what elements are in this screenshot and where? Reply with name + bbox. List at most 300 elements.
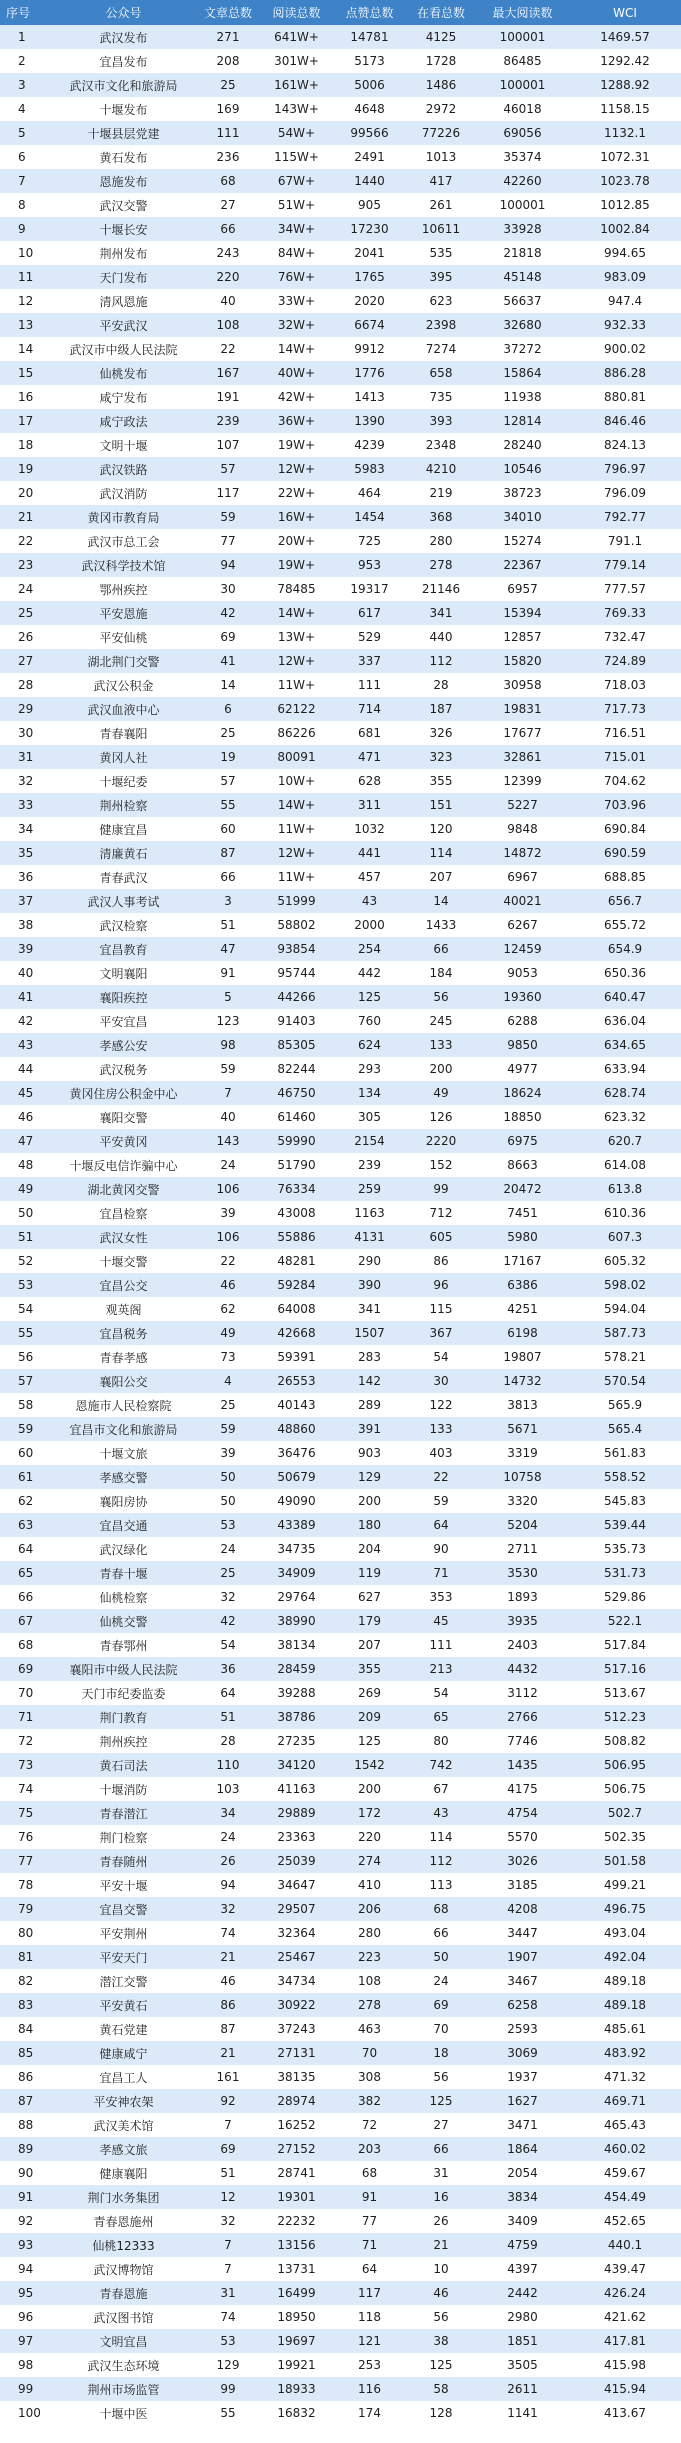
cell-reads: 36W+	[260, 409, 333, 433]
cell-likes: 206	[333, 1897, 406, 1921]
cell-account: 清风恩施	[51, 289, 196, 313]
cell-max-reads: 7746	[476, 1729, 569, 1753]
cell-wci: 846.46	[569, 409, 681, 433]
cell-index: 100	[0, 2401, 51, 2425]
cell-account: 荆州市场监管	[51, 2377, 196, 2401]
cell-reads: 46750	[260, 1081, 333, 1105]
cell-articles: 31	[196, 2281, 260, 2305]
cell-account: 平安黄冈	[51, 1129, 196, 1153]
cell-max-reads: 30958	[476, 673, 569, 697]
cell-likes: 4648	[333, 97, 406, 121]
cell-index: 71	[0, 1705, 51, 1729]
cell-max-reads: 34010	[476, 505, 569, 529]
cell-account: 鄂州疾控	[51, 577, 196, 601]
cell-account: 宜昌税务	[51, 1321, 196, 1345]
table-row	[0, 481, 681, 505]
cell-articles: 25	[196, 1561, 260, 1585]
cell-likes: 239	[333, 1153, 406, 1177]
cell-max-reads: 3319	[476, 1441, 569, 1465]
table-row	[0, 361, 681, 385]
cell-articles: 66	[196, 865, 260, 889]
cell-likes: 142	[333, 1369, 406, 1393]
cell-reads: 38135	[260, 2065, 333, 2089]
cell-max-reads: 5570	[476, 1825, 569, 1849]
cell-likes: 14781	[333, 25, 406, 49]
cell-watching: 96	[406, 1273, 476, 1297]
cell-likes: 4239	[333, 433, 406, 457]
cell-watching: 114	[406, 1825, 476, 1849]
table-row	[0, 913, 681, 937]
cell-account: 黄石党建	[51, 2017, 196, 2041]
cell-articles: 99	[196, 2377, 260, 2401]
cell-reads: 11W+	[260, 817, 333, 841]
cell-wci: 718.03	[569, 673, 681, 697]
cell-account: 宜昌教育	[51, 937, 196, 961]
cell-reads: 27152	[260, 2137, 333, 2161]
cell-likes: 129	[333, 1465, 406, 1489]
cell-reads: 30922	[260, 1993, 333, 2017]
cell-max-reads: 10546	[476, 457, 569, 481]
cell-wci: 512.23	[569, 1705, 681, 1729]
cell-watching: 56	[406, 2065, 476, 2089]
table-row	[0, 937, 681, 961]
cell-wci: 650.36	[569, 961, 681, 985]
cell-index: 37	[0, 889, 51, 913]
cell-max-reads: 2766	[476, 1705, 569, 1729]
cell-watching: 353	[406, 1585, 476, 1609]
cell-max-reads: 1435	[476, 1753, 569, 1777]
table-row	[0, 1225, 681, 1249]
cell-likes: 117	[333, 2281, 406, 2305]
cell-watching: 125	[406, 2089, 476, 2113]
cell-watching: 28	[406, 673, 476, 697]
cell-likes: 125	[333, 1729, 406, 1753]
table-row	[0, 2113, 681, 2137]
cell-watching: 54	[406, 1681, 476, 1705]
cell-account: 武汉交警	[51, 193, 196, 217]
cell-reads: 25467	[260, 1945, 333, 1969]
cell-wci: 1469.57	[569, 25, 681, 49]
cell-watching: 54	[406, 1345, 476, 1369]
cell-index: 89	[0, 2137, 51, 2161]
cell-account: 仙桃发布	[51, 361, 196, 385]
cell-watching: 30	[406, 1369, 476, 1393]
cell-reads: 29764	[260, 1585, 333, 1609]
cell-wci: 598.02	[569, 1273, 681, 1297]
cell-articles: 117	[196, 481, 260, 505]
cell-wci: 469.71	[569, 2089, 681, 2113]
cell-articles: 62	[196, 1297, 260, 1321]
table-row	[0, 889, 681, 913]
cell-articles: 129	[196, 2353, 260, 2377]
cell-max-reads: 35374	[476, 145, 569, 169]
cell-index: 48	[0, 1153, 51, 1177]
cell-index: 41	[0, 985, 51, 1009]
cell-reads: 115W+	[260, 145, 333, 169]
cell-index: 76	[0, 1825, 51, 1849]
cell-articles: 3	[196, 889, 260, 913]
cell-index: 5	[0, 121, 51, 145]
table-row	[0, 241, 681, 265]
table-row	[0, 577, 681, 601]
cell-index: 98	[0, 2353, 51, 2377]
cell-index: 20	[0, 481, 51, 505]
cell-max-reads: 3409	[476, 2209, 569, 2233]
table-row	[0, 1921, 681, 1945]
cell-wci: 779.14	[569, 553, 681, 577]
cell-wci: 880.81	[569, 385, 681, 409]
cell-index: 36	[0, 865, 51, 889]
cell-account: 仙桃交警	[51, 1609, 196, 1633]
cell-wci: 886.28	[569, 361, 681, 385]
table-row	[0, 1177, 681, 1201]
cell-likes: 2491	[333, 145, 406, 169]
cell-likes: 68	[333, 2161, 406, 2185]
cell-articles: 28	[196, 1729, 260, 1753]
cell-account: 武汉市总工会	[51, 529, 196, 553]
cell-index: 45	[0, 1081, 51, 1105]
table-row	[0, 1153, 681, 1177]
cell-likes: 283	[333, 1345, 406, 1369]
cell-watching: 125	[406, 2353, 476, 2377]
cell-max-reads: 6975	[476, 1129, 569, 1153]
cell-max-reads: 4754	[476, 1801, 569, 1825]
cell-watching: 86	[406, 1249, 476, 1273]
cell-max-reads: 3320	[476, 1489, 569, 1513]
cell-reads: 161W+	[260, 73, 333, 97]
cell-max-reads: 2442	[476, 2281, 569, 2305]
cell-index: 72	[0, 1729, 51, 1753]
cell-max-reads: 45148	[476, 265, 569, 289]
cell-index: 10	[0, 241, 51, 265]
cell-articles: 24	[196, 1537, 260, 1561]
cell-reads: 27235	[260, 1729, 333, 1753]
cell-likes: 5983	[333, 457, 406, 481]
cell-account: 襄阳公交	[51, 1369, 196, 1393]
cell-reads: 95744	[260, 961, 333, 985]
cell-reads: 19921	[260, 2353, 333, 2377]
cell-articles: 22	[196, 337, 260, 361]
cell-articles: 4	[196, 1369, 260, 1393]
table-row	[0, 745, 681, 769]
cell-articles: 68	[196, 169, 260, 193]
cell-likes: 91	[333, 2185, 406, 2209]
cell-watching: 112	[406, 649, 476, 673]
cell-articles: 64	[196, 1681, 260, 1705]
cell-index: 63	[0, 1513, 51, 1537]
cell-wci: 690.59	[569, 841, 681, 865]
cell-likes: 471	[333, 745, 406, 769]
cell-reads: 301W+	[260, 49, 333, 73]
cell-articles: 107	[196, 433, 260, 457]
cell-wci: 508.82	[569, 1729, 681, 1753]
cell-watching: 280	[406, 529, 476, 553]
cell-likes: 1163	[333, 1201, 406, 1225]
table-row	[0, 433, 681, 457]
cell-reads: 25039	[260, 1849, 333, 1873]
cell-watching: 50	[406, 1945, 476, 1969]
cell-watching: 440	[406, 625, 476, 649]
cell-index: 86	[0, 2065, 51, 2089]
cell-max-reads: 17167	[476, 1249, 569, 1273]
cell-reads: 32W+	[260, 313, 333, 337]
cell-reads: 55886	[260, 1225, 333, 1249]
cell-max-reads: 5204	[476, 1513, 569, 1537]
table-row	[0, 2065, 681, 2089]
cell-likes: 289	[333, 1393, 406, 1417]
cell-watching: 49	[406, 1081, 476, 1105]
cell-account: 青春恩施	[51, 2281, 196, 2305]
header-max-reads: 最大阅读数	[476, 0, 569, 25]
cell-likes: 278	[333, 1993, 406, 2017]
cell-reads: 23363	[260, 1825, 333, 1849]
cell-reads: 13156	[260, 2233, 333, 2257]
cell-articles: 39	[196, 1441, 260, 1465]
cell-wci: 983.09	[569, 265, 681, 289]
table-row	[0, 121, 681, 145]
cell-likes: 311	[333, 793, 406, 817]
cell-watching: 207	[406, 865, 476, 889]
cell-reads: 28974	[260, 2089, 333, 2113]
cell-likes: 1507	[333, 1321, 406, 1345]
cell-reads: 54W+	[260, 121, 333, 145]
header-index: 序号	[0, 0, 51, 25]
cell-index: 28	[0, 673, 51, 697]
cell-index: 57	[0, 1369, 51, 1393]
cell-watching: 200	[406, 1057, 476, 1081]
cell-wci: 715.01	[569, 745, 681, 769]
cell-reads: 26553	[260, 1369, 333, 1393]
cell-likes: 457	[333, 865, 406, 889]
table-row	[0, 385, 681, 409]
cell-max-reads: 37272	[476, 337, 569, 361]
cell-account: 武汉人事考试	[51, 889, 196, 913]
table-row	[0, 193, 681, 217]
cell-max-reads: 33928	[476, 217, 569, 241]
cell-index: 39	[0, 937, 51, 961]
cell-articles: 40	[196, 289, 260, 313]
cell-index: 58	[0, 1393, 51, 1417]
cell-articles: 161	[196, 2065, 260, 2089]
cell-max-reads: 10758	[476, 1465, 569, 1489]
cell-max-reads: 11938	[476, 385, 569, 409]
cell-account: 荆州检察	[51, 793, 196, 817]
table-row	[0, 1393, 681, 1417]
cell-watching: 1013	[406, 145, 476, 169]
cell-max-reads: 56637	[476, 289, 569, 313]
cell-max-reads: 3447	[476, 1921, 569, 1945]
cell-account: 武汉消防	[51, 481, 196, 505]
cell-account: 荆州疾控	[51, 1729, 196, 1753]
table-row	[0, 505, 681, 529]
cell-articles: 51	[196, 1705, 260, 1729]
cell-max-reads: 22367	[476, 553, 569, 577]
cell-watching: 10611	[406, 217, 476, 241]
cell-index: 50	[0, 1201, 51, 1225]
table-row	[0, 1969, 681, 1993]
cell-articles: 25	[196, 1393, 260, 1417]
cell-watching: 605	[406, 1225, 476, 1249]
cell-wci: 506.75	[569, 1777, 681, 1801]
cell-index: 54	[0, 1297, 51, 1321]
cell-index: 22	[0, 529, 51, 553]
cell-max-reads: 14732	[476, 1369, 569, 1393]
table-row	[0, 1465, 681, 1489]
cell-likes: 1776	[333, 361, 406, 385]
cell-articles: 47	[196, 937, 260, 961]
cell-watching: 341	[406, 601, 476, 625]
cell-wci: 539.44	[569, 1513, 681, 1537]
cell-reads: 20W+	[260, 529, 333, 553]
cell-index: 47	[0, 1129, 51, 1153]
cell-likes: 108	[333, 1969, 406, 1993]
table-row	[0, 625, 681, 649]
table-row	[0, 2281, 681, 2305]
cell-likes: 209	[333, 1705, 406, 1729]
cell-max-reads: 2611	[476, 2377, 569, 2401]
cell-likes: 628	[333, 769, 406, 793]
cell-likes: 1454	[333, 505, 406, 529]
cell-account: 平安黄石	[51, 1993, 196, 2017]
cell-wci: 1288.92	[569, 73, 681, 97]
cell-likes: 2154	[333, 1129, 406, 1153]
cell-max-reads: 1907	[476, 1945, 569, 1969]
cell-index: 75	[0, 1801, 51, 1825]
cell-watching: 18	[406, 2041, 476, 2065]
cell-index: 81	[0, 1945, 51, 1969]
cell-watching: 114	[406, 841, 476, 865]
cell-index: 19	[0, 457, 51, 481]
cell-max-reads: 12857	[476, 625, 569, 649]
cell-likes: 4131	[333, 1225, 406, 1249]
cell-articles: 32	[196, 1897, 260, 1921]
cell-likes: 174	[333, 2401, 406, 2425]
cell-max-reads: 6957	[476, 577, 569, 601]
cell-reads: 59284	[260, 1273, 333, 1297]
cell-account: 清廉黄石	[51, 841, 196, 865]
cell-index: 67	[0, 1609, 51, 1633]
table-row	[0, 1849, 681, 1873]
cell-articles: 50	[196, 1465, 260, 1489]
cell-likes: 337	[333, 649, 406, 673]
cell-index: 6	[0, 145, 51, 169]
cell-wci: 690.84	[569, 817, 681, 841]
table-row	[0, 1633, 681, 1657]
cell-account: 襄阳市中级人民法院	[51, 1657, 196, 1681]
cell-reads: 64008	[260, 1297, 333, 1321]
table-row	[0, 1777, 681, 1801]
cell-watching: 2398	[406, 313, 476, 337]
cell-likes: 72	[333, 2113, 406, 2137]
cell-articles: 7	[196, 1081, 260, 1105]
cell-watching: 113	[406, 1873, 476, 1897]
cell-max-reads: 21818	[476, 241, 569, 265]
cell-watching: 261	[406, 193, 476, 217]
cell-watching: 417	[406, 169, 476, 193]
cell-max-reads: 3935	[476, 1609, 569, 1633]
cell-index: 83	[0, 1993, 51, 2017]
cell-index: 40	[0, 961, 51, 985]
cell-account: 青春十堰	[51, 1561, 196, 1585]
cell-watching: 4210	[406, 457, 476, 481]
cell-account: 荆门教育	[51, 1705, 196, 1729]
cell-max-reads: 15820	[476, 649, 569, 673]
cell-account: 武汉图书馆	[51, 2305, 196, 2329]
cell-watching: 21	[406, 2233, 476, 2257]
table-row	[0, 1729, 681, 1753]
table-row	[0, 985, 681, 1009]
cell-likes: 760	[333, 1009, 406, 1033]
table-row	[0, 2401, 681, 2425]
cell-index: 31	[0, 745, 51, 769]
cell-likes: 280	[333, 1921, 406, 1945]
cell-account: 宜昌公交	[51, 1273, 196, 1297]
cell-wci: 517.16	[569, 1657, 681, 1681]
cell-index: 4	[0, 97, 51, 121]
cell-max-reads: 4175	[476, 1777, 569, 1801]
cell-watching: 213	[406, 1657, 476, 1681]
cell-wci: 415.98	[569, 2353, 681, 2377]
cell-reads: 18933	[260, 2377, 333, 2401]
cell-account: 武汉血液中心	[51, 697, 196, 721]
cell-watching: 403	[406, 1441, 476, 1465]
cell-articles: 55	[196, 2401, 260, 2425]
cell-account: 武汉发布	[51, 25, 196, 49]
cell-articles: 169	[196, 97, 260, 121]
cell-articles: 69	[196, 625, 260, 649]
table-row	[0, 1369, 681, 1393]
cell-wci: 613.8	[569, 1177, 681, 1201]
table-row	[0, 289, 681, 313]
cell-watching: 393	[406, 409, 476, 433]
cell-articles: 59	[196, 1057, 260, 1081]
cell-max-reads: 6258	[476, 1993, 569, 2017]
cell-index: 24	[0, 577, 51, 601]
cell-max-reads: 7451	[476, 1201, 569, 1225]
cell-likes: 529	[333, 625, 406, 649]
cell-account: 文明宜昌	[51, 2329, 196, 2353]
cell-articles: 25	[196, 721, 260, 745]
table-row	[0, 1801, 681, 1825]
table-row	[0, 817, 681, 841]
table-row	[0, 2233, 681, 2257]
cell-articles: 24	[196, 1825, 260, 1849]
table-row	[0, 2041, 681, 2065]
cell-max-reads: 15864	[476, 361, 569, 385]
cell-articles: 106	[196, 1177, 260, 1201]
cell-likes: 953	[333, 553, 406, 577]
cell-wci: 493.04	[569, 1921, 681, 1945]
cell-watching: 245	[406, 1009, 476, 1033]
cell-likes: 116	[333, 2377, 406, 2401]
cell-index: 43	[0, 1033, 51, 1057]
cell-watching: 133	[406, 1417, 476, 1441]
cell-account: 十堰发布	[51, 97, 196, 121]
cell-max-reads: 18624	[476, 1081, 569, 1105]
cell-watching: 59	[406, 1489, 476, 1513]
cell-account: 十堰长安	[51, 217, 196, 241]
cell-account: 孝感文旅	[51, 2137, 196, 2161]
cell-reads: 84W+	[260, 241, 333, 265]
cell-wci: 439.47	[569, 2257, 681, 2281]
cell-reads: 42W+	[260, 385, 333, 409]
cell-index: 53	[0, 1273, 51, 1297]
cell-articles: 110	[196, 1753, 260, 1777]
cell-wci: 688.85	[569, 865, 681, 889]
cell-index: 85	[0, 2041, 51, 2065]
cell-likes: 19317	[333, 577, 406, 601]
cell-watching: 56	[406, 985, 476, 1009]
